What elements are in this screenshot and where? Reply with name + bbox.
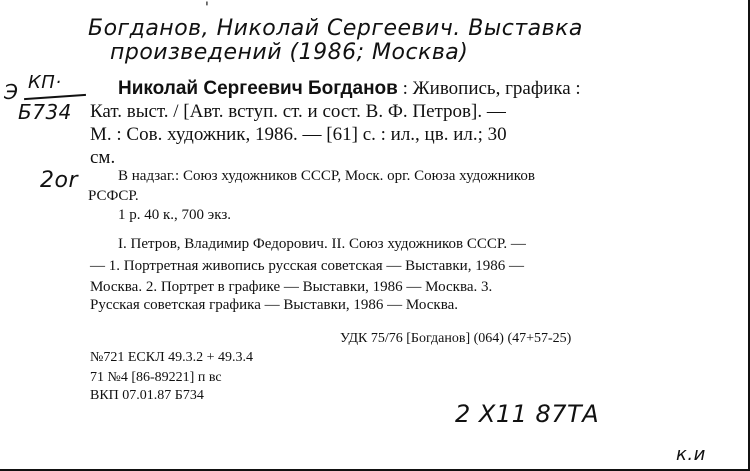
title-heading: Николай Сергеевич Богданов [118,78,398,99]
tracings-line-2: — 1. Портретная живопись русская советская — Выставки, 1986 — [90,258,524,274]
notes-line-2: РСФСР. [88,188,139,204]
cataloger-initials: к.и [676,444,706,465]
handwritten-heading-line2: произведений (1986; Москва) [110,40,469,65]
handwritten-margin-mark: 2or [40,168,79,193]
tracings-line-1: I. Петров, Владимир Федорович. II. Союз художников СССР. — [118,236,526,252]
udc-code: УДК 75/76 [Богданов] (064) (47+57-25) [340,331,572,346]
inventory-number: 2 X11 87ТА [455,400,600,428]
tracings-line-3: Москва. 2. Портрет в графике — Выставки, 1986 — Москва. 3. [90,279,493,295]
call-number-bottom: Б734 [18,100,72,124]
call-number-top: КП· [28,72,62,93]
description-line-4: см. [90,147,116,168]
handwritten-tick-mark: ' [205,0,210,16]
classification-line-2: 71 №4 [86-89221] п вс [90,370,222,385]
description-line-3: М. : Сов. художник, 1986. — [61] с. : ил., цв. ил.; 30 [90,124,507,145]
description-line-2: Кат. выст. / [Авт. вступ. ст. и сост. В. Ф. Петров]. — [90,101,506,122]
title-continuation: : Живопись, графика : [397,78,581,99]
call-number-prefix: Э [4,80,19,104]
handwritten-heading-line1: Богданов, Николай Сергеевич. Выставка [88,16,583,41]
description-line-1 [118,78,581,100]
notes-line-1: В надзаг.: Союз художников СССР, Моск. орг. Союза художников [118,168,535,184]
classification-line-3: ВКП 07.01.87 Б734 [90,388,204,403]
tracings-line-4: Русская советская графика — Выставки, 1986 — Москва. [90,297,458,313]
call-number-divider [24,94,86,100]
price-and-print-run: 1 р. 40 к., 700 экз. [118,207,231,223]
classification-line-1: №721 ЕСКЛ 49.3.2 + 49.3.4 [90,350,253,365]
